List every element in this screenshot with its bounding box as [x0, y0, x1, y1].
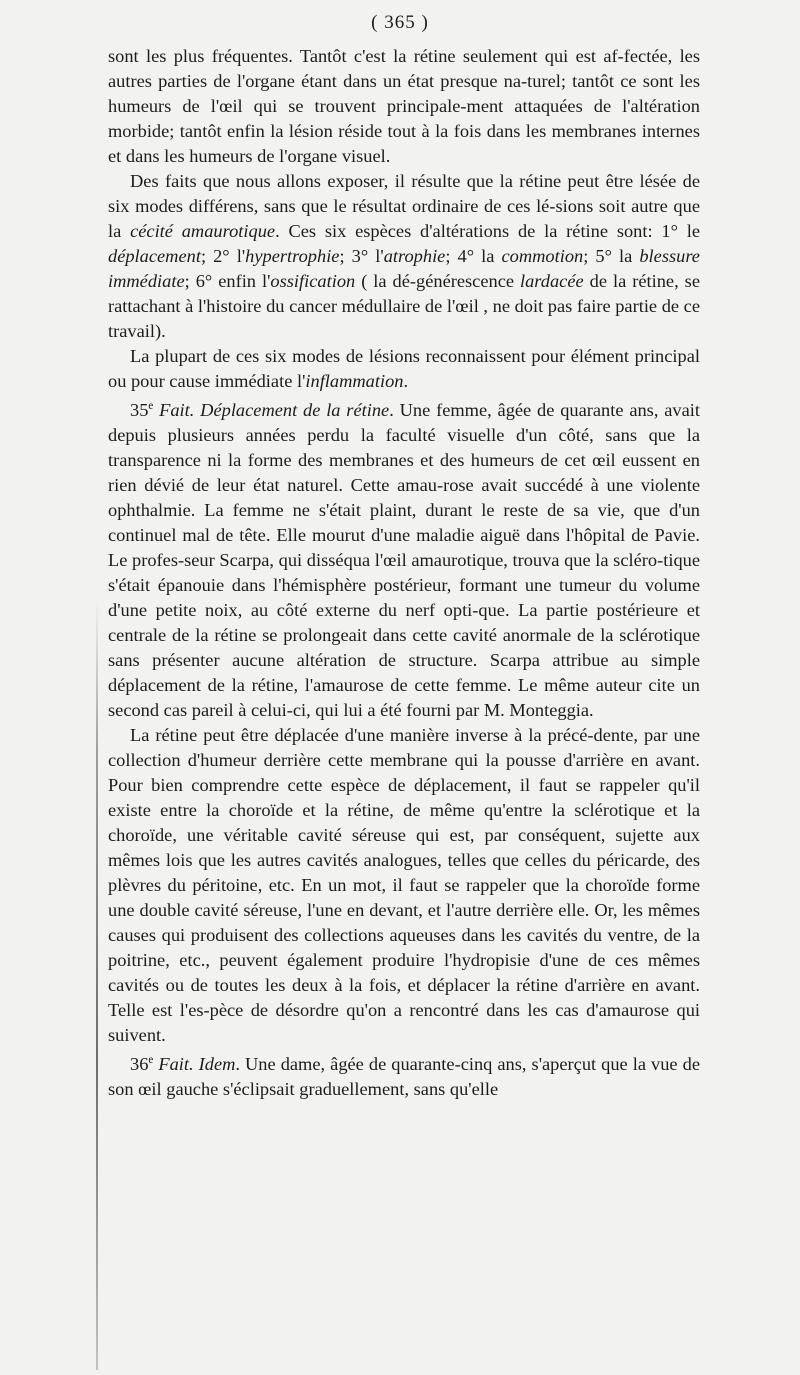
italic-text: commotion	[501, 246, 584, 266]
text-run: ( la dé-générescence	[355, 271, 520, 291]
paragraph	[108, 394, 700, 723]
text-run: 35	[130, 400, 149, 421]
superscript: e	[148, 1054, 154, 1067]
italic-text: Fait. Déplacement de la rétine	[159, 400, 390, 421]
text-run: de la rétine, se rattachant à l'histoire du cancer médullaire de l'œil , ne doit pas faire partie de ce travail).	[108, 271, 700, 341]
text-run: ; 4° la	[445, 246, 502, 266]
superscript: e	[148, 400, 154, 412]
italic-text: lardacée	[520, 271, 584, 291]
text-run: Des faits que nous allons exposer, il résulte que la rétine peut être lésée de six modes différens, sans que le résultat ordinaire de ces lé-sions soit autre que la	[108, 171, 700, 241]
text-run: sont les plus fréquentes. Tantôt c'est la rétine seulement qui est af-fectée, les autres parties de l'organe étant dans un état presque na-turel; tantôt ce sont les humeurs de l'œil qui se trouvent principale-ment attaquées de l'altération morbide; tantôt enfin la lésion réside tout à la fois dans les membranes internes et dans les humeurs de l'organe visuel.	[108, 46, 700, 166]
paragraph	[108, 723, 700, 1048]
text-run: . Une femme, âgée de quarante ans, avait depuis plusieurs années perdu la faculté visuelle d'un côté, sans que la transparence ni la forme des membranes et des humeurs de cet œil eussent en rien dévié de leur état naturel. Cette amau-rose avait succédé à une violente ophthalmie. La femme ne s'était plaint, durant le reste de sa vie, que d'un continuel mal de tête. Elle mourut d'une maladie aiguë dans l'hôpital de Pavie. Le profes-seur Scarpa, qui disséqua l'œil amaurotique, trouva que la scléro-tique s'était épanouie dans l'hémisphère postérieur, formant une tumeur du volume d'une petite noix, au côté externe du nerf opti-que. La partie postérieure et centrale de la rétine se prolongeait dans cette cavité anormale de la sclérotique sans présenter aucune altération de structure. Scarpa attribue au simple déplacement de la rétine, l'amaurose de cette femme. Le même auteur cite un second cas pareil à celui-ci, qui lui a été fourni par M. Monteggia.	[108, 400, 700, 721]
text-run: .	[403, 371, 409, 391]
paragraph	[108, 1048, 700, 1102]
paragraph	[108, 169, 700, 344]
binding-shadow	[96, 600, 98, 1370]
text-run: ; 6° enfin l'	[184, 271, 271, 291]
text-run: . Une dame, âgée de quarante-cinq ans, s'aperçut que la vue de son œil gauche s'éclipsait graduellement, sans qu'elle	[108, 1054, 700, 1100]
italic-text: Fait. Idem	[158, 1054, 236, 1075]
page-number: ( 365 )	[371, 12, 429, 33]
text-run: ; 5° la	[583, 246, 640, 266]
italic-text: cécité amaurotique	[130, 221, 276, 241]
paragraph	[108, 344, 700, 394]
body-text	[108, 44, 700, 1102]
text-run: . Ces six espèces d'altérations de la rétine sont: 1° le	[275, 221, 700, 241]
text-run: ; 2° l'	[200, 246, 246, 266]
text-run: 36	[130, 1054, 149, 1075]
italic-text: inflammation	[305, 371, 404, 391]
italic-text: blessure immédiate	[108, 246, 700, 291]
italic-text: déplacement	[108, 246, 201, 266]
text-run: La rétine peut être déplacée d'une manière inverse à la précé-dente, par une collection d'humeur derrière cette membrane qui la pousse d'arrière en avant. Pour bien comprendre cette espèce de déplacement, il faut se rappeler qu'il existe entre la choroïde et la rétine, de même qu'entre la sclérotique et la choroïde, une véritable cavité séreuse qui est, par conséquent, sujette aux mêmes lois que les autres cavités analogues, telles que celles du péricarde, des plèvres du péritoine, etc. En un mot, il faut se rappeler que la choroïde forme une double cavité séreuse, l'une en devant, et l'autre derrière elle. Or, les mêmes causes qui produisent des collections aqueuses dans les cavités du ventre, de la poitrine, etc., peuvent également produire l'hydropisie d'une de ces mêmes cavités ou de toutes les deux à la fois, et déplacer la rétine d'arrière en avant. Telle est l'es-pèce de désordre qu'on a rencontré dans les cas d'amaurose qui suivent.	[108, 725, 700, 1046]
italic-text: atrophie	[383, 246, 446, 266]
paragraph	[108, 44, 700, 169]
text-run: La plupart de ces six modes de lésions reconnaissent pour élément principal ou pour cause immédiate l'	[108, 346, 700, 391]
italic-text: ossification	[270, 271, 356, 291]
italic-text: hypertrophie	[245, 246, 340, 266]
text-run: ; 3° l'	[339, 246, 384, 266]
